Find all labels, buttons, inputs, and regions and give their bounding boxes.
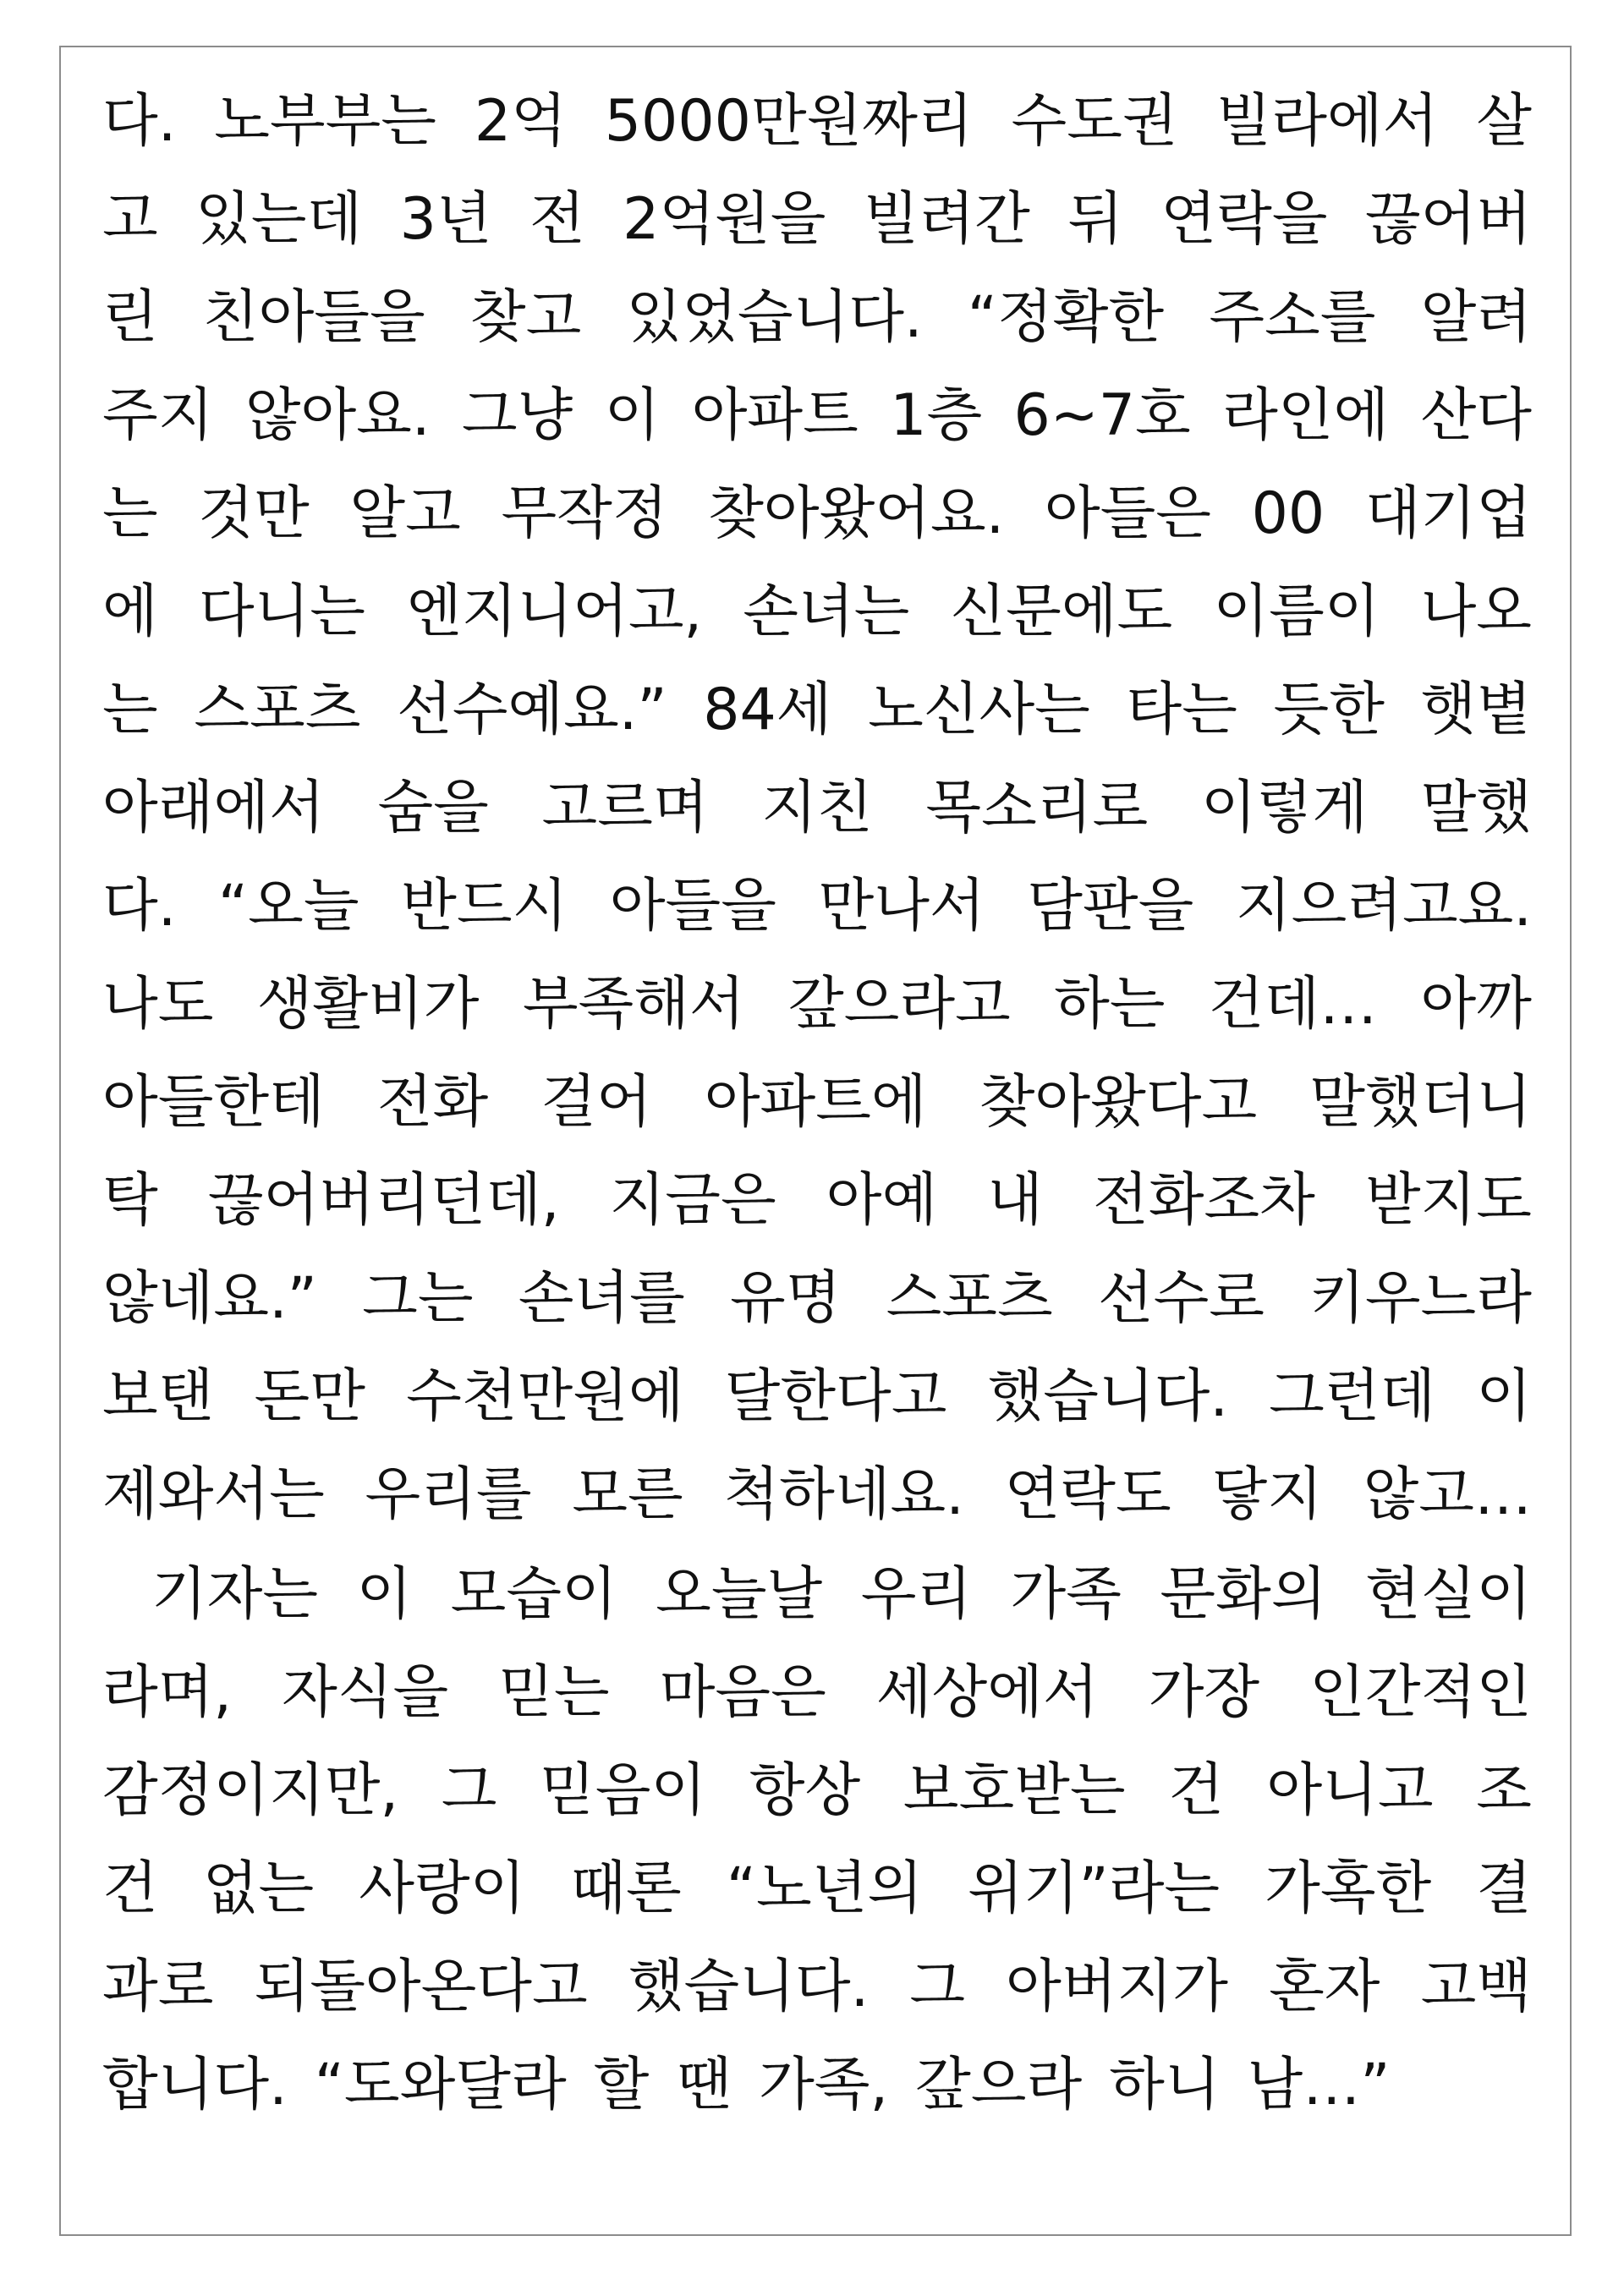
- text-line: [102, 171, 1532, 269]
- word: 아들을: [609, 873, 776, 940]
- word: “정확한: [967, 284, 1165, 351]
- word: “도와달라: [314, 2052, 567, 2118]
- text-line: [102, 1054, 1532, 1152]
- word: 이렇게: [1200, 775, 1368, 841]
- word: 않고…: [1363, 1461, 1532, 1528]
- word: 주소를: [1209, 284, 1376, 351]
- word: 만나서: [818, 873, 985, 940]
- word: 없는: [202, 1855, 315, 1922]
- word: 5000만원짜리: [604, 88, 974, 155]
- word: 아까: [1420, 971, 1532, 1038]
- word: 뒤: [1067, 186, 1123, 253]
- word: 수천만원에: [406, 1363, 684, 1430]
- word: 위기”라는: [968, 1855, 1221, 1922]
- word: 우리를: [365, 1461, 532, 1528]
- word: 다.: [102, 88, 177, 155]
- word: 나도: [102, 971, 214, 1038]
- word: 6~7호: [1013, 382, 1191, 449]
- word: 걸어: [540, 1069, 652, 1136]
- word: 아버지가: [1006, 1954, 1228, 2020]
- word: 기자는: [151, 1561, 319, 1628]
- word: 이름이: [1213, 578, 1380, 645]
- word: 그: [909, 1954, 966, 2020]
- word: 아들은: [1044, 480, 1211, 547]
- paragraph: [102, 73, 1532, 1544]
- word: 지금은: [609, 1167, 776, 1234]
- word: 반드시: [401, 873, 568, 940]
- word: 생활비가: [256, 971, 480, 1038]
- word: 건: [102, 1855, 158, 1922]
- word: 자식을: [282, 1659, 449, 1726]
- word: 않아요.: [244, 382, 431, 449]
- word: 살: [1476, 88, 1532, 155]
- word: 그냥: [461, 382, 573, 449]
- word: 갚으라: [915, 2052, 1083, 2118]
- word: 고르며: [541, 775, 709, 841]
- word: 대기업: [1364, 480, 1532, 547]
- word: 그는: [362, 1265, 474, 1332]
- word: 믿는: [498, 1659, 610, 1726]
- word: 고백: [1420, 1954, 1532, 2020]
- text-line: [102, 1250, 1532, 1348]
- word: 건: [1168, 1757, 1224, 1824]
- text-line: [102, 1546, 1532, 1644]
- text-line: [102, 1840, 1532, 1938]
- word: 2억원을: [623, 186, 826, 253]
- word: 듯한: [1273, 677, 1385, 743]
- word: 되돌아온다고: [254, 1954, 588, 2020]
- paragraph: [102, 1546, 1532, 2134]
- word: 주지: [102, 382, 214, 449]
- word: 노신사는: [868, 677, 1090, 743]
- word: 알고: [349, 480, 461, 547]
- word: 다.: [102, 873, 177, 940]
- word: 했습니다.: [987, 1363, 1228, 1430]
- word: 담판을: [1027, 873, 1194, 940]
- word: 라며,: [102, 1659, 232, 1726]
- word: 산다: [1420, 382, 1532, 449]
- word: 햇볕: [1420, 677, 1532, 743]
- word: 선수예요.”: [397, 677, 667, 743]
- word: 전화조차: [1093, 1167, 1315, 1234]
- word: 다니는: [198, 578, 365, 645]
- word: 끊어버리던데,: [207, 1167, 560, 1234]
- word: 우리: [860, 1561, 973, 1628]
- text-line: [102, 465, 1532, 563]
- word: 현실이: [1364, 1561, 1532, 1628]
- word: 아예: [826, 1167, 938, 1234]
- word: 찾아왔어요.: [708, 480, 1005, 547]
- word: 믿음이: [540, 1757, 707, 1824]
- word: 부족해서: [522, 971, 745, 1038]
- word: 전: [529, 186, 585, 253]
- word: 빌려간: [863, 186, 1030, 253]
- text-line: [102, 1644, 1532, 1742]
- word: 남…”: [1247, 2052, 1391, 2118]
- word: 보탠: [102, 1363, 214, 1430]
- word: 이: [604, 382, 661, 449]
- word: 돈만: [254, 1363, 365, 1430]
- word: 손녀를: [518, 1265, 685, 1332]
- text-line: [102, 1152, 1532, 1250]
- word: 조: [1476, 1757, 1532, 1824]
- word: 스포츠: [194, 677, 361, 743]
- word: 전화: [376, 1069, 489, 1136]
- word: 가장: [1148, 1659, 1260, 1726]
- text-line: [102, 1742, 1532, 1840]
- word: 인간적인: [1309, 1659, 1532, 1726]
- word: 하는: [1054, 971, 1166, 1038]
- word: 연락도: [1004, 1461, 1171, 1528]
- word: 제와서는: [102, 1461, 325, 1528]
- text-line: [102, 2036, 1532, 2134]
- word: 키우느라: [1309, 1265, 1532, 1332]
- word: 노부부는: [214, 88, 436, 155]
- word: 이: [1476, 1363, 1532, 1430]
- text-line: [102, 563, 1532, 661]
- word: 말했: [1420, 775, 1532, 841]
- word: 알려: [1420, 284, 1532, 351]
- word: 합니다.: [102, 2052, 288, 2118]
- word: 빌라에서: [1215, 88, 1439, 155]
- word: “노년의: [726, 1855, 924, 1922]
- word: 오늘날: [656, 1561, 823, 1628]
- word: 린: [102, 284, 158, 351]
- word: 모습이: [450, 1561, 617, 1628]
- word: 사랑이: [359, 1855, 526, 1922]
- word: “오늘: [217, 873, 359, 940]
- word: 그: [441, 1757, 497, 1824]
- word: 감정이지만,: [102, 1757, 399, 1824]
- word: 하니: [1109, 2052, 1221, 2118]
- word: 말했더니: [1309, 1069, 1532, 1136]
- word: 가족,: [759, 2052, 889, 2118]
- word: 있는데: [195, 186, 363, 253]
- word: 혼자: [1269, 1954, 1380, 2020]
- word: 고: [102, 186, 158, 253]
- word: 가족: [1010, 1561, 1122, 1628]
- word: 그런데: [1269, 1363, 1436, 1430]
- word: 탁: [102, 1167, 158, 1234]
- text-line: [102, 1446, 1532, 1544]
- text-line: [102, 956, 1532, 1054]
- word: 00: [1251, 480, 1325, 547]
- word: 때론: [570, 1855, 682, 1922]
- word: 땐: [676, 2052, 732, 2118]
- text-line: [102, 73, 1532, 171]
- word: 과로: [102, 1954, 214, 2020]
- word: 아파트: [691, 382, 859, 449]
- word: 유명: [730, 1265, 842, 1332]
- word: 보호받는: [903, 1757, 1126, 1824]
- word: 스포츠: [886, 1265, 1053, 1332]
- word: 수도권: [1011, 88, 1178, 155]
- word: 라인에: [1222, 382, 1390, 449]
- word: 달한다고: [724, 1363, 947, 1430]
- word: 타는: [1126, 677, 1237, 743]
- word: 아니고: [1266, 1757, 1434, 1824]
- word: 갚으라고: [787, 971, 1011, 1038]
- word: 친아들을: [202, 284, 425, 351]
- word: 척하네요.: [723, 1461, 964, 1528]
- word: 항상: [749, 1757, 861, 1824]
- word: 않네요.”: [102, 1265, 317, 1332]
- word: 선수로: [1097, 1265, 1265, 1332]
- word: 3년: [399, 186, 492, 253]
- word: 지으려고요.: [1235, 873, 1532, 940]
- text-line: [102, 269, 1532, 367]
- word: 에: [102, 578, 158, 645]
- text-line: [102, 759, 1532, 858]
- word: 찾아왔다고: [979, 1069, 1258, 1136]
- word: 모른: [572, 1461, 683, 1528]
- text-line: [102, 1938, 1532, 2036]
- word: 1층: [890, 382, 983, 449]
- word: 엔지니어고,: [406, 578, 703, 645]
- word: 아들한테: [102, 1069, 325, 1136]
- word: 내: [987, 1167, 1043, 1234]
- word: 지친: [761, 775, 873, 841]
- word: 세상에서: [875, 1659, 1099, 1726]
- text-line: [102, 661, 1532, 759]
- word: 있었습니다.: [626, 284, 923, 351]
- word: 끊어버: [1364, 186, 1532, 253]
- word: 는: [102, 480, 158, 547]
- text-line: [102, 367, 1532, 465]
- word: 는: [102, 677, 158, 743]
- word: 손녀는: [743, 578, 910, 645]
- word: 닿지: [1211, 1461, 1323, 1528]
- word: 문화의: [1160, 1561, 1327, 1628]
- text-line: [102, 858, 1532, 956]
- word: 찾고: [469, 284, 582, 351]
- word: 나오: [1420, 578, 1532, 645]
- word: 받지도: [1364, 1167, 1532, 1234]
- text-line: [102, 1348, 1532, 1446]
- word: 가혹한: [1265, 1855, 1432, 1922]
- word: 2억: [474, 88, 567, 155]
- word: 이: [356, 1561, 413, 1628]
- word: 숨을: [377, 775, 489, 841]
- word: 신문에도: [950, 578, 1173, 645]
- word: 했습니다.: [628, 1954, 870, 2020]
- page-frame: [59, 46, 1572, 2236]
- word: 아래에서: [102, 775, 325, 841]
- document-body: [102, 73, 1532, 2134]
- word: 84세: [703, 677, 832, 743]
- word: 목소리로: [925, 775, 1149, 841]
- word: 연락을: [1160, 186, 1328, 253]
- word: 것만: [198, 480, 310, 547]
- word: 건데…: [1208, 971, 1378, 1038]
- word: 결: [1476, 1855, 1532, 1922]
- word: 할: [593, 2052, 650, 2118]
- word: 아파트에: [704, 1069, 927, 1136]
- word: 무작정: [501, 480, 668, 547]
- word: 마음은: [659, 1659, 826, 1726]
